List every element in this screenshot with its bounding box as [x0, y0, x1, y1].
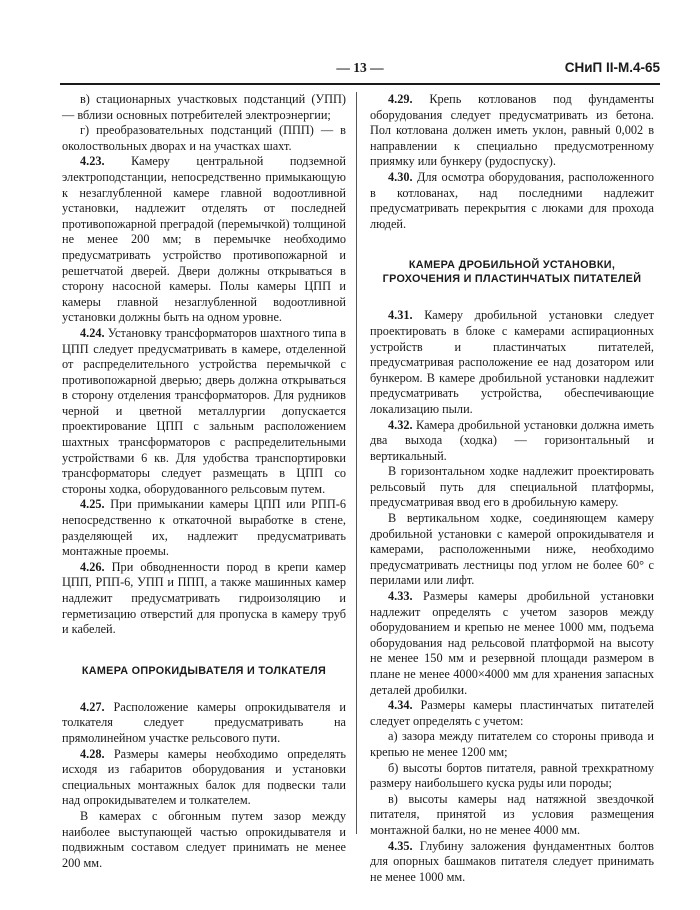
section-heading-crusher: [370, 258, 654, 286]
paragraph-4-25: [62, 497, 346, 559]
clause-text: При примыкании камеры ЦПП или РПП-6 непосредственно к откаточной выработке в стене, разделяющей их, надлежит предусматривать монтажные проемы.: [62, 497, 346, 559]
clause-number: 4.34.: [388, 698, 413, 713]
left-column: [62, 92, 346, 871]
paragraph-item-a: а) зазора между питателем со стороны привода и крепью не менее 1200 мм;: [370, 729, 654, 759]
clause-number: 4.24.: [80, 325, 105, 340]
clause-text: Расположение камеры опрокидывателя и толкателя следует предусматривать на прямолинейном участке рельсового пути.: [62, 699, 347, 745]
paragraph-vertical-exit: В вертикальном ходке, соединяющем камеру дробильной установки с камерой опрокидывателя и камерами, расположенными ниже, необходимо предусматривать лестницы под углом не более 60° с перилами или лифт.: [370, 511, 654, 588]
paragraph-4-27: [62, 700, 346, 747]
clause-number: 4.32.: [388, 417, 413, 432]
clause-number: 4.31.: [388, 308, 413, 323]
clause-number: 4.29.: [388, 92, 413, 106]
header-rule: [60, 83, 660, 85]
clause-number: 4.28.: [80, 746, 105, 761]
paragraph-4-26: [62, 560, 346, 638]
paragraph-4-23: [62, 154, 346, 326]
paragraph-horizontal-exit: В горизонтальном ходке надлежит проектировать рельсовый путь для специальной платформы, предусматривая ввод его в дробильную камеру.: [370, 464, 654, 510]
clause-text: Размеры камеры пластинчатых питателей следует определять с учетом:: [370, 698, 655, 728]
paragraph-item-b: б) высоты бортов питателя, равной трехкратному размеру наибольшего куска руды или породы;: [370, 760, 654, 791]
clause-text: Камера дробильной установки должна иметь два выхода (ходка) — горизонтальный и вертикальный.: [370, 417, 655, 463]
right-column: [370, 92, 654, 885]
paragraph-4-32: [370, 418, 654, 465]
paragraph-4-35: [370, 839, 654, 886]
paragraph-4-34: [370, 698, 654, 729]
column-divider: [356, 92, 357, 834]
paragraph-4-29: [370, 92, 654, 170]
clause-text: Размеры камеры необходимо определять исходя из габаритов оборудования и установки специальных монтажных балок для подвески тали над опрокидывателем и толкателем.: [62, 746, 346, 808]
clause-number: 4.25.: [80, 497, 105, 512]
paragraph-item-v2: в) высоты камеры над натяжной звездочкой питателя, принятой из условия размещения монтажной балки, но не менее 4000 мм.: [370, 791, 654, 837]
heading-line-1: КАМЕРА ДРОБИЛЬНОЙ УСТАНОВКИ,: [408, 259, 616, 272]
heading-line-2: ГРОХОЧЕНИЯ И ПЛАСТИНЧАТЫХ ПИТАТЕЛЕЙ: [382, 273, 642, 286]
clause-number: 4.33.: [388, 589, 413, 604]
clause-text: Камеру центральной подземной электроподстанции, непосредственно примыкающую к незаглубленной камере главной водоотливной установки, надлежит отделять от последней противопожарной преградой (перемычкой) толщиной не менее 200 мм; в перемычке необходимо предусматривать устройство противопожарной и решетчатой дверей. Двери должны открываться в сторону насосной камеры. Полы камеры ЦПП и камеры главной незаглубленной водоотливной установки должны быть на одном уровне.: [62, 154, 347, 325]
paragraph-4-30: [370, 170, 654, 232]
clause-text: Размеры камеры дробильной установки надлежит определять с учетом зазоров между оборудованием и крепью не менее 1000 мм, подъема оборудования над рельсовой платформой на высоту не менее 150 мм и резервной площади размером в плане не менее 4000×4000 мм для хранения запасных деталей дробилки.: [370, 589, 654, 697]
paragraph-4-31: [370, 308, 654, 417]
page-header: [60, 60, 660, 82]
clause-text: Крепь котлованов под фундаменты оборудования следует предусматривать из бетона. Пол котлована должен иметь уклон, равный 0,002 в направлении к специально предусмотренному приямку или бункеру (рудоспуску).: [370, 92, 654, 169]
clause-text: Установку трансформаторов шахтного типа в ЦПП следует предусматривать в камере, отделенной от распределительного устройства перемычкой с противопожарной дверью; дверь должна открываться в сторону отделения трансформаторов. Для рудников черной и цветной металлургии допускается проектирование ЦПП с зальным расположением шахтных трансформаторов с распределительными устройствами 6 кв. Для удобства транспортировки трансформаторы следует размещать в ЦПП со стороны ходка, оборудованного рельсовым путем.: [62, 325, 346, 496]
clause-number: 4.26.: [80, 559, 105, 574]
page-number: — 13 —: [336, 60, 384, 75]
document-code: СНиП II-М.4-65: [564, 60, 660, 75]
section-heading-tipper: КАМЕРА ОПРОКИДЫВАТЕЛЯ И ТОЛКАТЕЛЯ: [81, 664, 327, 677]
paragraph-4-33: [370, 589, 654, 698]
paragraph-item-v: в) стационарных участковых подстанций (УПП) — вблизи основных потребителей электроэнергии;: [62, 92, 346, 122]
clause-text: Для осмотра оборудования, расположенного в котлованах, над последними надлежит предусматривать перекрытия с люками для прохода людей.: [370, 169, 654, 231]
clause-text: При обводненности пород в крепи камер ЦПП, РПП-6, УПП и ППП, а также машинных камер надлежит предусматривать гидроизоляцию и герметизацию отверстий для пропуска в камеру труб и кабелей.: [62, 559, 346, 637]
paragraph-item-g: г) преобразовательных подстанций (ППП) — в околоствольных дворах и на участках шахт.: [62, 123, 346, 153]
paragraph-4-24: [62, 326, 346, 498]
clause-number: 4.27.: [80, 699, 105, 714]
clause-text: Глубину заложения фундаментных болтов для опорных башмаков питателя следует принимать не менее 1000 мм.: [370, 838, 654, 884]
clause-number: 4.23.: [80, 154, 105, 169]
paragraph-4-28: [62, 747, 346, 809]
clause-number: 4.35.: [388, 838, 413, 853]
clause-number: 4.30.: [388, 169, 413, 184]
paragraph-bypass: В камерах с обгонным путем зазор между наиболее выступающей частью опрокидывателя и подвижным составом следует принимать не менее 200 мм.: [62, 808, 346, 870]
clause-text: Камеру дробильной установки следует проектировать в блоке с камерами аспирационных устройств и пластинчатых питателей, предусматривая расположение ее над дозатором или бункером. В камере дробильной установки надлежит предусматривать устройства, обеспечивающие локализацию пыли.: [370, 308, 654, 416]
